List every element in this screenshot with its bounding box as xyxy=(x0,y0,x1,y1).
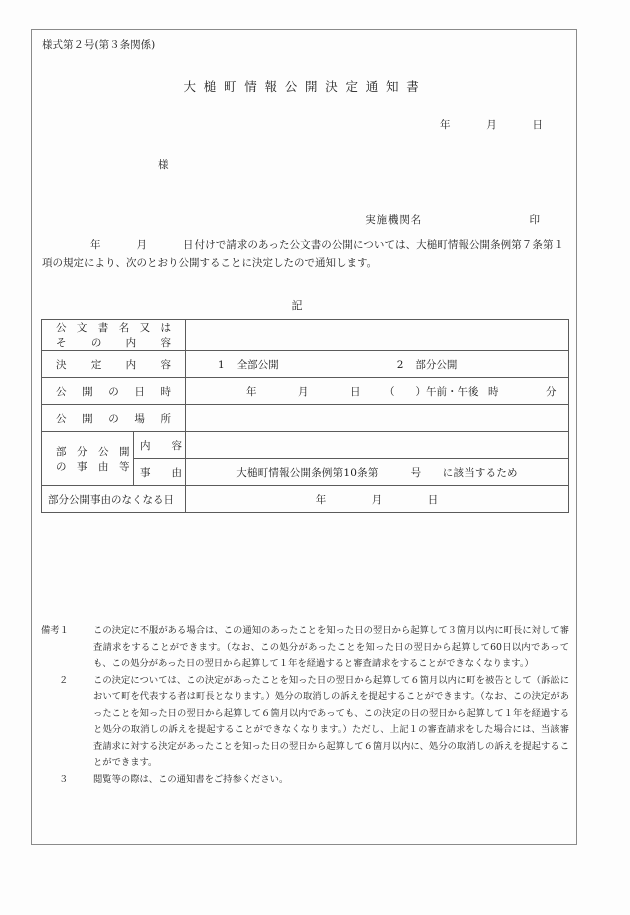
document-title: 大槌町情報公開決定通知書 xyxy=(183,79,427,94)
remark-3-number: ３ xyxy=(59,773,69,785)
datetime-day: 日 xyxy=(350,385,361,398)
ki-marker: 記 xyxy=(291,299,303,312)
issue-date-line: 年 月 日 xyxy=(440,119,544,131)
datetime-minute: 分 xyxy=(546,385,557,398)
table-row-disclosure-place xyxy=(42,405,569,432)
table-row-partial-reason-content xyxy=(42,432,569,459)
table-row-document-name xyxy=(42,320,569,351)
value-disclosure-datetime[interactable] xyxy=(186,378,569,405)
remark-2-number: ２ xyxy=(59,674,69,686)
label-reason-end-date: 部分公開事由のなくなる日 xyxy=(48,493,174,506)
label-line-1: 公文書名又は xyxy=(56,322,171,334)
label-partial-line-1: 部 分 公 開 xyxy=(56,445,130,458)
remark-item-1 xyxy=(41,623,569,673)
label-line-2: そ の 内 容 xyxy=(56,337,171,349)
page-frame xyxy=(31,29,577,845)
remark-1-number: 備考１ xyxy=(41,625,69,636)
label-disclosure-place: 公 開 の 場 所 xyxy=(56,412,171,425)
sublabel-content xyxy=(134,432,186,459)
option-1-label[interactable]: 全部公開 xyxy=(236,358,279,371)
value-decision-content xyxy=(186,351,569,378)
end-date-month: 月 xyxy=(371,493,383,506)
value-partial-reason[interactable]: 大槌町情報公開条例第10条第 号 に該当するため xyxy=(186,459,569,486)
datetime-hour: 時 xyxy=(488,385,499,398)
label-decision-content: 決 定 内 容 xyxy=(56,358,171,371)
table-row-decision-content xyxy=(42,351,569,378)
row-label-disclosure-place xyxy=(42,405,186,432)
value-disclosure-place[interactable] xyxy=(186,405,569,432)
value-reason-end-date[interactable] xyxy=(186,486,569,513)
remarks-section xyxy=(41,623,569,788)
row-label-partial-reason xyxy=(42,432,134,486)
end-date-day: 日 xyxy=(427,493,439,506)
remark-item-3 xyxy=(41,772,569,789)
sublabel-content-text: 内 容 xyxy=(140,439,182,452)
agency-name-label: 実施機関名 xyxy=(365,214,422,227)
value-document-name[interactable] xyxy=(186,320,569,351)
row-label-disclosure-datetime xyxy=(42,378,186,405)
sublabel-reason xyxy=(134,459,186,486)
table-row-reason-end-date xyxy=(42,486,569,513)
label-disclosure-datetime: 公 開 の 日 時 xyxy=(56,385,171,398)
remark-item-2 xyxy=(41,673,569,772)
value-partial-content[interactable] xyxy=(186,432,569,459)
addressee-label: 様 xyxy=(158,159,169,171)
remark-3-text: 閲覧等の際は、この通知書をご持参ください。 xyxy=(93,773,289,785)
end-date-year: 年 xyxy=(315,493,327,506)
seal-mark: 印 xyxy=(529,214,540,227)
label-partial-line-2: の 事 由 等 xyxy=(56,460,130,473)
body-date-blank: 年 月 日 xyxy=(90,239,195,251)
body-text: 付けで請求のあった公文書の公開については、大槌町情報公開条例第７条第１項の規定により、次のとおり公開することに決定したので通知します。 xyxy=(42,239,565,270)
sublabel-reason-text: 事 由 xyxy=(140,466,182,479)
datetime-year: 年 xyxy=(246,385,257,398)
row-label-decision-content xyxy=(42,351,186,378)
row-label-document-name xyxy=(42,320,186,351)
row-label-reason-end-date xyxy=(42,486,186,513)
option-1-number: 1 xyxy=(218,358,225,371)
form-number: 様式第２号(第３条関係) xyxy=(42,39,156,51)
table-row-disclosure-datetime xyxy=(42,378,569,405)
datetime-month: 月 xyxy=(298,385,309,398)
option-2-number: 2 xyxy=(396,358,404,371)
body-paragraph xyxy=(42,236,564,273)
remark-2-text: この決定については、この決定があったことを知った日の翌日から起算して６箇月以内に町を被告として（訴訟において町を代表する者は町長となります。）処分の取消しの訴えを提起することができます。（なお、この決定があったことを知った日の翌日から起算して６箇月以内であっても、この決定の日の翌日から起算して１年を経過すると処分の取消しの訴えを提起することができなくなります。）ただし、上記１の審査請求をした場合には、当該審査請求に対する決定があったことを知った日の翌日から起算して６箇月以内に、処分の取消しの訴えを提起することができます。 xyxy=(93,674,569,769)
remark-1-text: この決定に不服がある場合は、この通知のあったことを知った日の翌日から起算して３箇月以内に町長に対して審査請求をすることができます。（なお、この処分があったことを知った日の翌日から起算して60日以内であっても、この処分があった日の翌日から起算して１年を経過すると審査請求をすることができなくなります。） xyxy=(93,625,569,670)
option-2-label[interactable]: 部分公開 xyxy=(415,358,458,371)
datetime-ampm: （ ）午前・午後 xyxy=(384,385,479,398)
decision-table xyxy=(41,319,569,513)
